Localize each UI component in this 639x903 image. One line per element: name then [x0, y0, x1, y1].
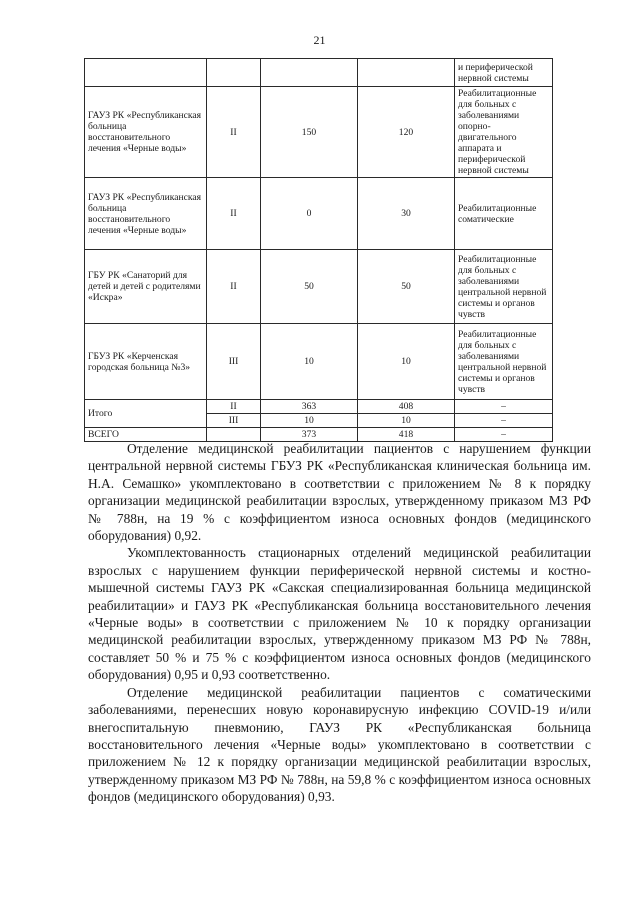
- level-cell: II: [207, 250, 261, 324]
- level-cell: II: [207, 87, 261, 178]
- beds-b-cell: 30: [358, 178, 455, 250]
- level-cell: III: [207, 324, 261, 400]
- level-cell: III: [207, 414, 261, 428]
- profile-cell: –: [455, 428, 553, 442]
- profile-cell: Реабилитационные для больных с заболеваниями опорно-двигательного аппарата и периферической нервной системы: [455, 87, 553, 178]
- profile-cell: –: [455, 414, 553, 428]
- profile-cell: Реабилитационные для больных с заболеваниями центральной нервной системы и органов чувств: [455, 250, 553, 324]
- profile-cell: –: [455, 400, 553, 414]
- body-text: [88, 440, 591, 806]
- beds-b-cell: [358, 59, 455, 87]
- vsego-label: ВСЕГО: [85, 428, 207, 442]
- beds-a-cell: 10: [261, 324, 358, 400]
- profile-cell: Реабилитационные для больных с заболеваниями центральной нервной системы и органов чувств: [455, 324, 553, 400]
- beds-a-cell: 10: [261, 414, 358, 428]
- itogo-label: Итого: [85, 400, 207, 428]
- beds-table: [84, 58, 553, 442]
- beds-a-cell: 373: [261, 428, 358, 442]
- beds-a-cell: 150: [261, 87, 358, 178]
- level-cell: II: [207, 178, 261, 250]
- paragraph: Отделение медицинской реабилитации пациентов с соматическими заболеваниями, перенесших новую коронавирусную инфекцию COVID-19 и/или внегоспитальную пневмонию, ГАУЗ РК «Республиканская больница восстановительного лечения «Черные воды» укомплектовано в соответствии с приложением № 12 к порядку организации медицинской реабилитации взрослых, утвержденному приказом МЗ РФ № 788н, на 59,8 % с коэффициентом износа основных фондов (медицинского оборудования) 0,93.: [88, 684, 591, 805]
- profile-cell: Реабилитационные соматические: [455, 178, 553, 250]
- profile-cell: и периферической нервной системы: [455, 59, 553, 87]
- beds-a-cell: 363: [261, 400, 358, 414]
- facility-name: ГАУЗ РК «Республиканская больница восстановительного лечения «Черные воды»: [85, 178, 207, 250]
- facility-name: ГБУЗ РК «Керченская городская больница №3»: [85, 324, 207, 400]
- table-row: [85, 400, 553, 414]
- level-cell: [207, 59, 261, 87]
- table-row: [85, 324, 553, 400]
- paragraph: Укомплектованность стационарных отделений медицинской реабилитации взрослых с нарушением функции периферической нервной системы и костно-мышечной системы ГАУЗ РК «Сакская специализированная больница медицинской реабилитации» и ГАУЗ РК «Республиканская больница восстановительного лечения «Черные воды» в соответствии с приложением № 10 к порядку организации медицинской реабилитации взрослых, утвержденному приказом МЗ РФ № 788н, составляет 50 % и 75 % с коэффициентом износа основных фондов (медицинского оборудования) 0,95 и 0,93 соответственно.: [88, 545, 591, 683]
- facility-name: ГБУ РК «Санаторий для детей и детей с родителями «Искра»: [85, 250, 207, 324]
- beds-a-cell: 0: [261, 178, 358, 250]
- beds-b-cell: 418: [358, 428, 455, 442]
- beds-a-cell: [261, 59, 358, 87]
- beds-b-cell: 10: [358, 324, 455, 400]
- beds-b-cell: 10: [358, 414, 455, 428]
- beds-b-cell: 50: [358, 250, 455, 324]
- level-cell: II: [207, 400, 261, 414]
- beds-a-cell: 50: [261, 250, 358, 324]
- page-number: 21: [313, 33, 326, 47]
- table-row: [85, 250, 553, 324]
- paragraph: Отделение медицинской реабилитации пациентов с нарушением функции центральной нервной системы ГБУЗ РК «Республиканская клиническая больница им. Н.А. Семашко» укомплектовано в соответствии с приложением № 8 к порядку организации медицинской реабилитации взрослых, утвержденному приказом МЗ РФ № 788н, на 19 % с коэффициентом износа основных фондов (медицинского оборудования) 0,92.: [88, 441, 591, 544]
- facility-name: ГАУЗ РК «Республиканская больница восстановительного лечения «Черные воды»: [85, 87, 207, 178]
- table-row: [85, 87, 553, 178]
- table-row: [85, 59, 553, 87]
- table-row: [85, 178, 553, 250]
- facility-name: [85, 59, 207, 87]
- beds-b-cell: 120: [358, 87, 455, 178]
- beds-b-cell: 408: [358, 400, 455, 414]
